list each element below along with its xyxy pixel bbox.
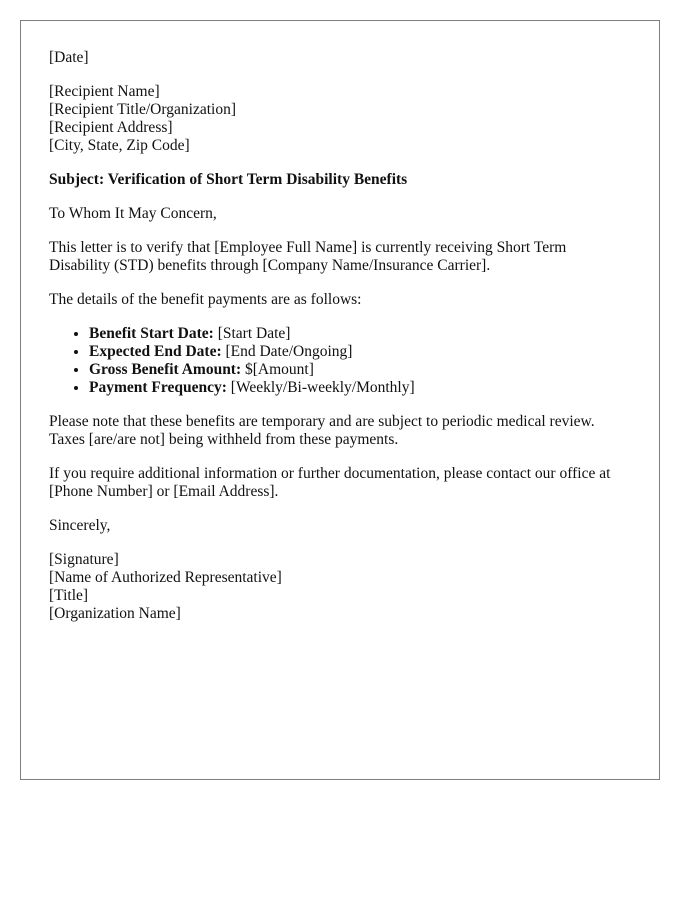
contact-paragraph: If you require additional information or further documentation, please contact our office at [Phone Number] or [Email Address].	[49, 465, 611, 500]
representative-name: [Name of Authorized Representative]	[49, 569, 282, 586]
letter-page	[20, 20, 660, 780]
signature-block	[49, 551, 631, 623]
detail-label: Payment Frequency:	[89, 379, 227, 396]
recipient-name: [Recipient Name]	[49, 83, 160, 100]
list-item	[89, 361, 631, 379]
list-item	[89, 343, 631, 361]
letter-date	[49, 49, 631, 67]
detail-value: [End Date/Ongoing]	[221, 343, 353, 360]
closing: Sincerely,	[49, 517, 111, 534]
details-intro: The details of the benefit payments are as follows:	[49, 291, 362, 308]
recipient-title-org: [Recipient Title/Organization]	[49, 101, 236, 118]
representative-title: [Title]	[49, 587, 89, 604]
recipient-city-state-zip: [City, State, Zip Code]	[49, 137, 190, 154]
salutation: To Whom It May Concern,	[49, 205, 217, 222]
detail-label: Expected End Date:	[89, 343, 222, 360]
detail-value: $[Amount]	[241, 361, 314, 378]
recipient-block	[49, 83, 631, 155]
benefit-details-list	[49, 325, 631, 397]
signature: [Signature]	[49, 551, 119, 568]
intro-paragraph: This letter is to verify that [Employee Full Name] is currently receiving Short Term Disability (STD) benefits through [Company Name/Insurance Carrier].	[49, 239, 567, 274]
detail-label: Benefit Start Date:	[89, 325, 214, 342]
recipient-address: [Recipient Address]	[49, 119, 173, 136]
subject-line: Subject: Verification of Short Term Disability Benefits	[49, 171, 408, 188]
note-paragraph: Please note that these benefits are temporary and are subject to periodic medical review. Taxes [are/are not] being withheld from these payments.	[49, 413, 595, 448]
date-text: [Date]	[49, 49, 89, 66]
list-item	[89, 379, 631, 397]
detail-value: [Start Date]	[213, 325, 291, 342]
detail-label: Gross Benefit Amount:	[89, 361, 242, 378]
detail-value: [Weekly/Bi-weekly/Monthly]	[226, 379, 415, 396]
list-item	[89, 325, 631, 343]
organization-name: [Organization Name]	[49, 605, 181, 622]
